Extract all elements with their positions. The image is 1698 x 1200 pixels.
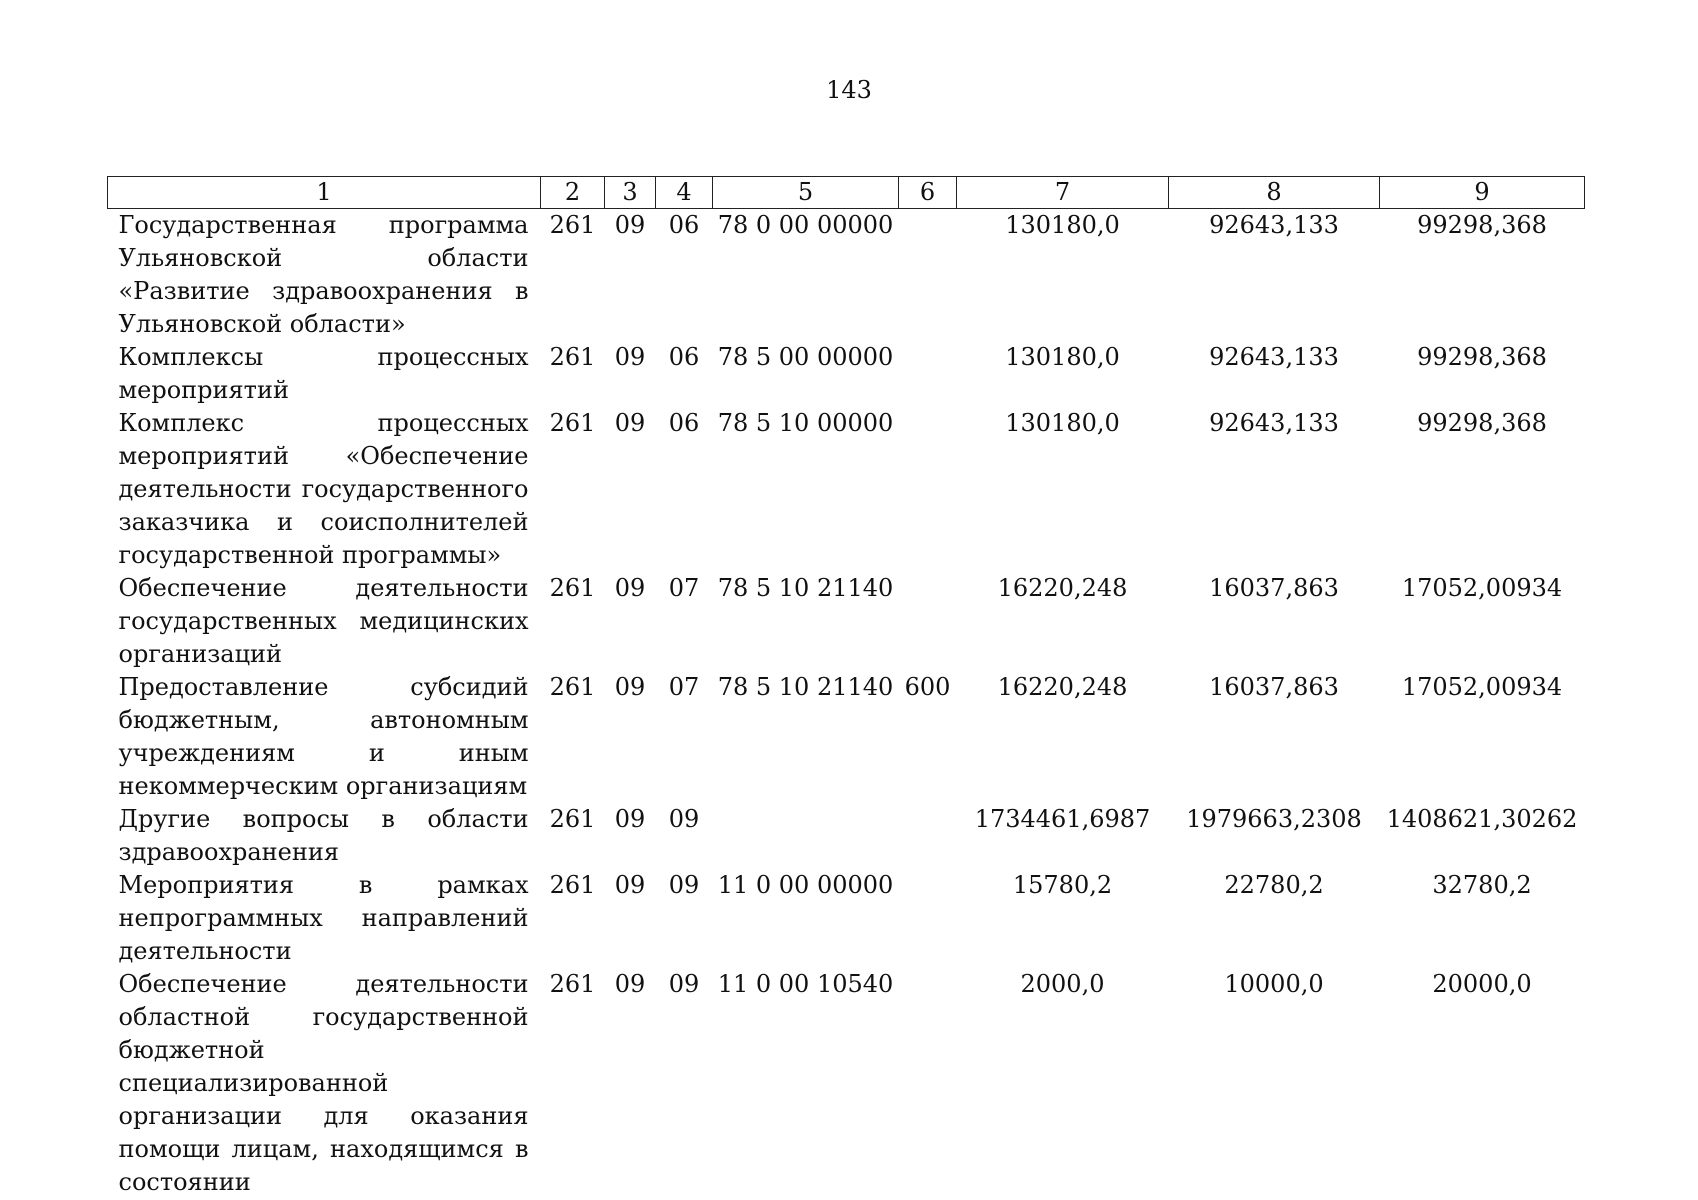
row-subsection: 07 <box>668 574 700 602</box>
row-name: Комплекс процессных мероприятий «Обеспечение деятельности государственного заказчика и соисполнителей государственной программы» <box>118 409 529 569</box>
row-target-code: 78 0 00 00000 <box>717 211 894 239</box>
header-col-2: 2 <box>541 177 605 209</box>
row-amount-3: 1408621,30262 <box>1386 805 1578 833</box>
row-amount-1: 16220,248 <box>997 673 1128 701</box>
row-section: 09 <box>614 673 646 701</box>
row-amount-2: 22780,2 <box>1224 871 1324 899</box>
row-name: Комплексы процессных мероприятий <box>118 343 529 404</box>
header-col-1: 1 <box>108 177 541 209</box>
row-amount-2: 92643,133 <box>1209 211 1339 239</box>
row-section: 09 <box>614 409 646 437</box>
row-expense-type <box>899 869 957 968</box>
row-grbs: 261 <box>549 673 596 701</box>
row-target-code: 11 0 00 00000 <box>717 871 894 899</box>
row-name: Другие вопросы в области здравоохранения <box>118 805 529 866</box>
row-grbs: 261 <box>549 409 596 437</box>
row-amount-3: 32780,2 <box>1432 871 1532 899</box>
row-subsection: 06 <box>668 211 700 239</box>
table-row <box>108 572 1585 671</box>
header-col-7: 7 <box>957 177 1169 209</box>
row-target-code: 78 5 10 00000 <box>717 409 894 437</box>
row-name: Государственная программа Ульяновской области «Развитие здравоохранения в Ульяновской области» <box>118 211 529 338</box>
row-grbs: 261 <box>549 871 596 899</box>
header-col-3: 3 <box>605 177 656 209</box>
row-amount-2: 10000,0 <box>1224 970 1324 998</box>
row-grbs: 261 <box>549 211 596 239</box>
row-amount-3: 17052,00934 <box>1401 574 1563 602</box>
row-subsection: 07 <box>668 673 700 701</box>
row-amount-1: 15780,2 <box>1012 871 1113 899</box>
row-target-code <box>713 803 899 869</box>
row-section: 09 <box>614 871 646 899</box>
row-amount-1: 16220,248 <box>997 574 1128 602</box>
row-target-code: 78 5 10 21140 <box>717 574 894 602</box>
row-amount-3: 20000,0 <box>1432 970 1532 998</box>
header-row <box>108 177 1585 209</box>
row-amount-3: 99298,368 <box>1417 409 1547 437</box>
row-target-code: 78 5 10 21140 <box>717 673 894 701</box>
row-section: 09 <box>614 574 646 602</box>
row-expense-type <box>899 341 957 407</box>
row-target-code: 78 5 00 00000 <box>717 343 894 371</box>
row-section: 09 <box>614 211 646 239</box>
row-section: 09 <box>614 343 646 371</box>
budget-table <box>107 176 1585 1199</box>
table-row <box>108 803 1585 869</box>
row-grbs: 261 <box>549 805 596 833</box>
header-col-8: 8 <box>1169 177 1380 209</box>
row-amount-1: 130180,0 <box>1005 409 1120 437</box>
row-amount-1: 130180,0 <box>1005 343 1120 371</box>
row-name: Обеспечение деятельности областной государственной бюджетной специализированной организации для оказания помощи лицам, находящимся в состоянии <box>118 970 529 1196</box>
table-row <box>108 869 1585 968</box>
row-amount-1: 2000,0 <box>1020 970 1105 998</box>
row-expense-type <box>899 968 957 1199</box>
row-subsection: 09 <box>668 805 700 833</box>
row-expense-type: 600 <box>904 673 951 701</box>
row-target-code: 11 0 00 10540 <box>717 970 894 998</box>
row-expense-type <box>899 803 957 869</box>
row-section: 09 <box>614 805 646 833</box>
row-amount-2: 92643,133 <box>1209 409 1339 437</box>
row-grbs: 261 <box>549 574 596 602</box>
row-subsection: 09 <box>668 871 700 899</box>
row-grbs: 261 <box>549 970 596 998</box>
row-amount-2: 16037,863 <box>1209 673 1339 701</box>
row-amount-2: 92643,133 <box>1209 343 1339 371</box>
row-grbs: 261 <box>549 343 596 371</box>
header-col-5: 5 <box>713 177 899 209</box>
table-row <box>108 671 1585 803</box>
page-number: 143 <box>826 76 872 104</box>
header-col-4: 4 <box>656 177 713 209</box>
row-expense-type <box>899 572 957 671</box>
row-amount-3: 99298,368 <box>1417 211 1547 239</box>
row-name: Предоставление субсидий бюджетным, автономным учреждениям и иным некоммерческим организациям <box>118 673 529 800</box>
row-amount-2: 16037,863 <box>1209 574 1339 602</box>
row-amount-1: 1734461,6987 <box>974 805 1151 833</box>
row-subsection: 06 <box>668 343 700 371</box>
row-subsection: 09 <box>668 970 700 998</box>
row-expense-type <box>899 209 957 342</box>
row-section: 09 <box>614 970 646 998</box>
header-col-9: 9 <box>1380 177 1585 209</box>
table-row <box>108 407 1585 572</box>
row-amount-1: 130180,0 <box>1005 211 1120 239</box>
row-name: Обеспечение деятельности государственных медицинских организаций <box>118 574 529 668</box>
table-row <box>108 968 1585 1199</box>
row-amount-2: 1979663,2308 <box>1186 805 1362 833</box>
header-col-6: 6 <box>899 177 957 209</box>
row-name: Мероприятия в рамках непрограммных направлений деятельности <box>118 871 529 965</box>
row-amount-3: 17052,00934 <box>1401 673 1563 701</box>
row-amount-3: 99298,368 <box>1417 343 1547 371</box>
table-row <box>108 209 1585 342</box>
row-subsection: 06 <box>668 409 700 437</box>
row-expense-type <box>899 407 957 572</box>
table-row <box>108 341 1585 407</box>
